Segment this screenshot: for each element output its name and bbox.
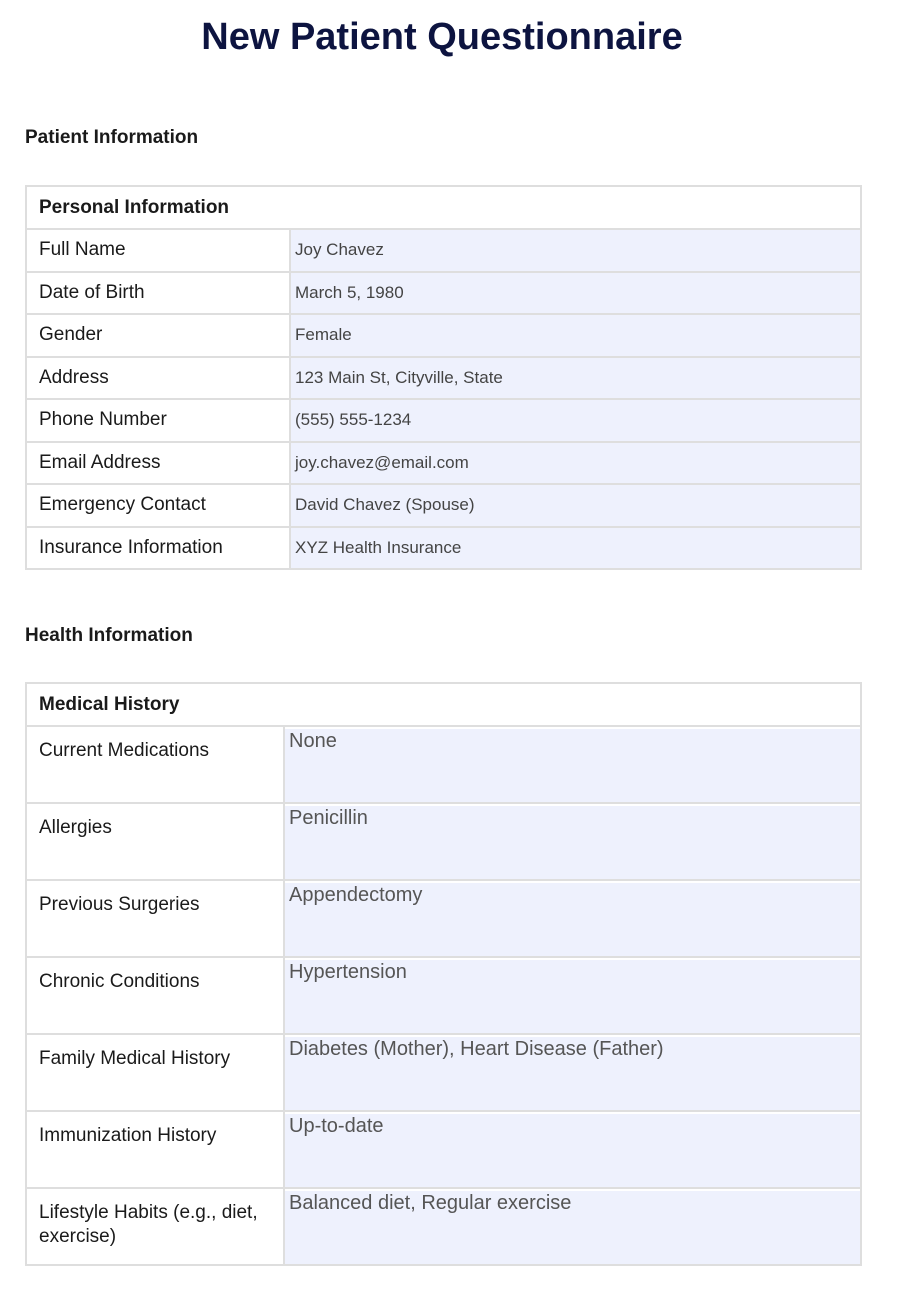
field-label: Date of Birth	[26, 272, 290, 315]
field-value[interactable]: Balanced diet, Regular exercise	[284, 1188, 861, 1265]
field-label: Immunization History	[26, 1111, 284, 1188]
field-value[interactable]: Diabetes (Mother), Heart Disease (Father)	[284, 1034, 861, 1111]
field-label: Current Medications	[26, 726, 284, 803]
field-label: Full Name	[26, 229, 290, 272]
table-row	[26, 803, 861, 880]
table-title: Personal Information	[26, 186, 861, 229]
field-value[interactable]: joy.chavez@email.com	[290, 442, 861, 485]
table-title: Medical History	[26, 683, 861, 726]
table-row	[26, 1188, 861, 1265]
table-row	[26, 527, 861, 570]
table-row	[26, 1111, 861, 1188]
field-label: Lifestyle Habits (e.g., diet, exercise)	[26, 1188, 284, 1265]
field-value[interactable]: David Chavez (Spouse)	[290, 484, 861, 527]
section-heading-health-information: Health Information	[25, 625, 193, 646]
field-value[interactable]: Appendectomy	[284, 880, 861, 957]
field-label: Family Medical History	[26, 1034, 284, 1111]
field-label: Email Address	[26, 442, 290, 485]
field-value[interactable]: Joy Chavez	[290, 229, 861, 272]
field-value[interactable]: 123 Main St, Cityville, State	[290, 357, 861, 400]
table-row	[26, 399, 861, 442]
field-value[interactable]: Hypertension	[284, 957, 861, 1034]
field-value[interactable]: Penicillin	[284, 803, 861, 880]
table-row	[26, 484, 861, 527]
table-row	[26, 726, 861, 803]
section-heading-patient-information: Patient Information	[25, 127, 199, 148]
field-value[interactable]: Female	[290, 314, 861, 357]
field-label: Chronic Conditions	[26, 957, 284, 1034]
table-row	[26, 1034, 861, 1111]
field-value[interactable]: (555) 555-1234	[290, 399, 861, 442]
field-value[interactable]: March 5, 1980	[290, 272, 861, 315]
personal-information-table	[25, 185, 862, 570]
table-row	[26, 272, 861, 315]
field-label: Emergency Contact	[26, 484, 290, 527]
field-label: Previous Surgeries	[26, 880, 284, 957]
table-row	[26, 314, 861, 357]
table-row	[26, 357, 861, 400]
field-label: Insurance Information	[26, 527, 290, 570]
field-label: Address	[26, 357, 290, 400]
table-row	[26, 229, 861, 272]
field-label: Allergies	[26, 803, 284, 880]
field-value[interactable]: None	[284, 726, 861, 803]
table-row	[26, 957, 861, 1034]
table-row	[26, 880, 861, 957]
medical-history-table	[25, 682, 862, 1266]
field-label: Phone Number	[26, 399, 290, 442]
field-label: Gender	[26, 314, 290, 357]
table-row	[26, 442, 861, 485]
field-value[interactable]: Up-to-date	[284, 1111, 861, 1188]
field-value[interactable]: XYZ Health Insurance	[290, 527, 861, 570]
page-title: New Patient Questionnaire	[201, 16, 683, 58]
